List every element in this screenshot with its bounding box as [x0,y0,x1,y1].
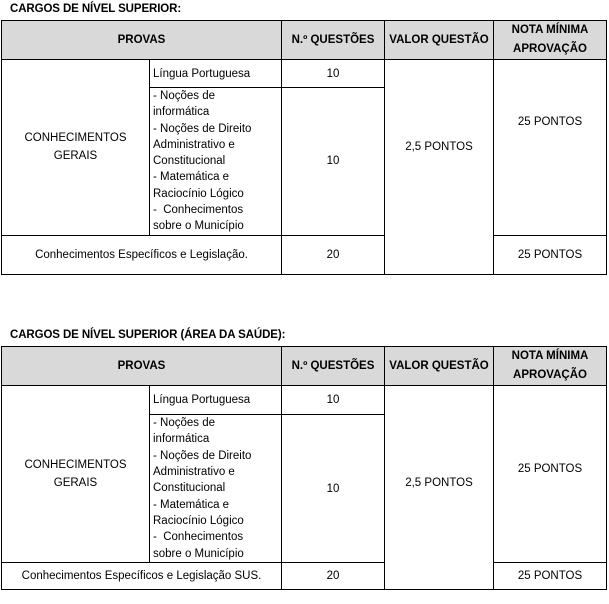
header-valor: VALOR QUESTÃO [385,347,494,386]
section-title-superior: CARGOS DE NÍVEL SUPERIOR: [10,3,182,15]
group-label-line2: GERAIS [53,150,98,163]
subject-line: Constitucional [153,155,226,168]
subject-line: - Conhecimentos [153,204,244,217]
group-label-line2: GERAIS [53,477,98,489]
nota-especificos: 25 PONTOS [494,235,607,274]
header-provas: PROVAS [2,21,282,60]
header-valor: VALOR QUESTÃO [385,21,494,60]
questoes-especificos: 20 [282,563,385,590]
exam-table-superior [1,20,607,275]
subject-line: informática [153,433,210,446]
subject-lingua-portuguesa: Língua Portuguesa [150,386,282,415]
subject-list-gerais [150,88,282,236]
subject-line: Constitucional [153,482,226,495]
questoes-lingua-portuguesa: 10 [282,386,385,415]
nota-gerais: 25 PONTOS [494,60,607,236]
nota-gerais: 25 PONTOS [494,386,607,563]
subject-line: Administrativo e [153,138,235,151]
subject-line: - Noções de [153,90,216,102]
nota-especificos: 25 PONTOS [494,563,607,590]
header-nota [494,21,607,60]
subject-line: Raciocínio Lógico [153,514,244,527]
group-label-line1: CONHECIMENTOS [24,132,127,145]
subject-line: Administrativo e [153,466,235,479]
header-nota-line2: APROVAÇÃO [513,369,587,381]
header-nota [494,347,607,386]
group-label-line1: CONHECIMENTOS [24,459,127,471]
header-questoes: N.º QUESTÕES [282,347,385,386]
subject-line: - Conhecimentos [153,531,244,544]
header-nota-line2: APROVAÇÃO [513,43,587,55]
subject-especificos: Conhecimentos Específicos e Legislação. [2,235,282,274]
header-questoes: N.º QUESTÕES [282,21,385,60]
subject-line: Raciocínio Lógico [153,187,244,200]
subject-line: - Noções de [153,417,216,430]
subject-line: - Noções de Direito [153,122,252,135]
subject-line: - Matemática e [153,498,230,511]
header-provas: PROVAS [2,347,282,386]
exam-table-saude [1,346,607,590]
subject-line: sobre o Município [153,547,244,560]
header-nota-line1: NOTA MÍNIMA [511,24,589,36]
valor-questao: 2,5 PONTOS [385,386,494,590]
questoes-especificos: 20 [282,235,385,274]
group-label-gerais [2,60,150,236]
subject-line: - Noções de Direito [153,449,252,462]
header-nota-line1: NOTA MÍNIMA [511,350,589,362]
subject-line: sobre o Município [153,220,244,233]
subject-especificos: Conhecimentos Específicos e Legislação SUS. [2,563,282,590]
valor-questao: 2,5 PONTOS [385,60,494,275]
subject-line: informática [153,106,210,119]
subject-line: - Matemática e [153,171,230,184]
section-title-saude: CARGOS DE NÍVEL SUPERIOR (ÁREA DA SAÚDE): [10,329,286,341]
subject-lingua-portuguesa: Língua Portuguesa [150,60,282,88]
subject-list-gerais [150,415,282,563]
questoes-lingua-portuguesa: 10 [282,60,385,88]
questoes-gerais: 10 [282,88,385,236]
questoes-gerais: 10 [282,415,385,563]
group-label-gerais [2,386,150,563]
